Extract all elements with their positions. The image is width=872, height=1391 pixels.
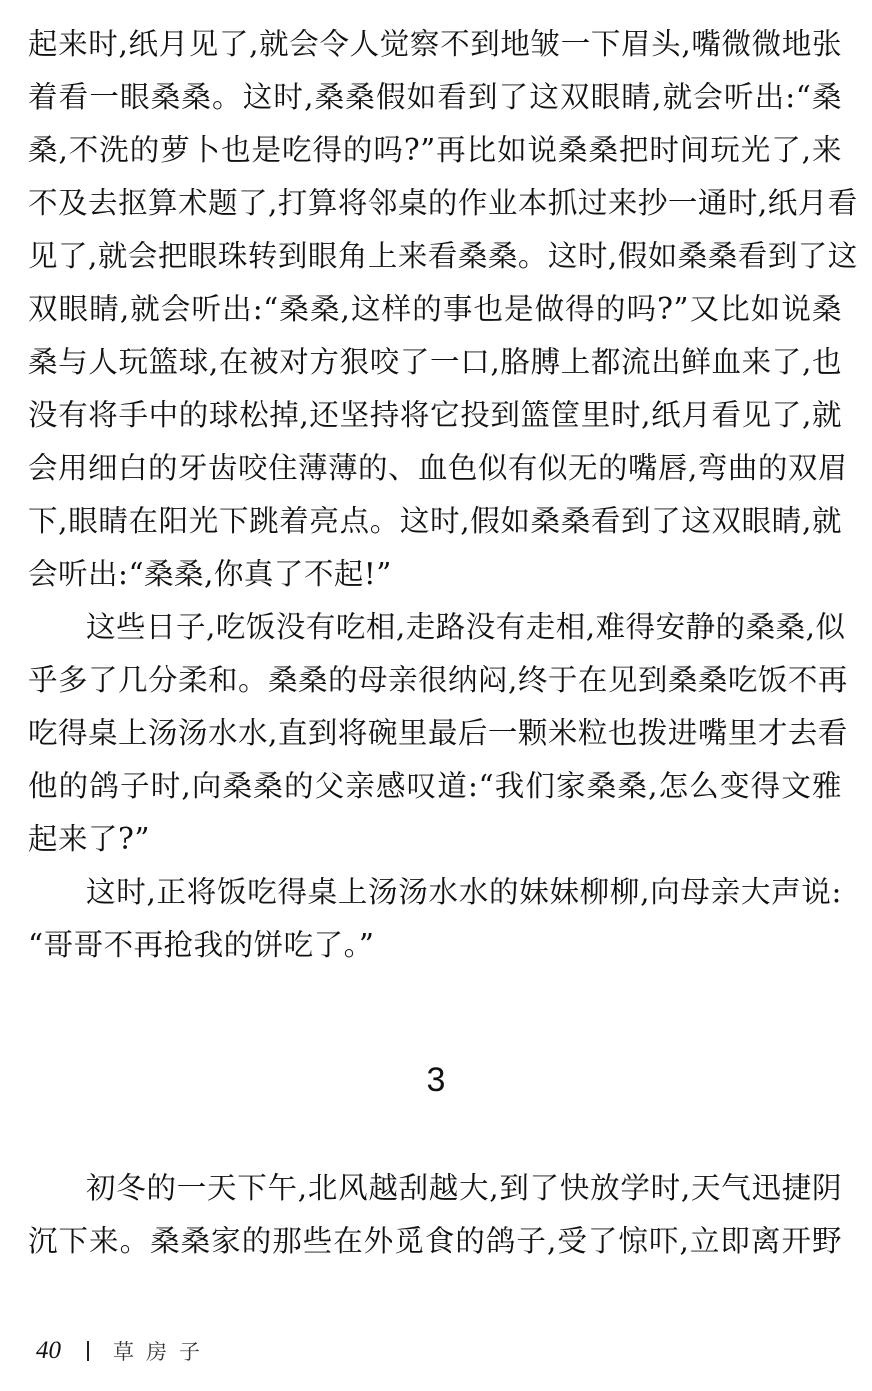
text-line: 起来了?” xyxy=(28,822,150,856)
text-line: 下,眼睛在阳光下跳着亮点。这时,假如桑桑看到了这双眼睛,就 xyxy=(28,504,842,538)
text-line: 不及去抠算术题了,打算将邻桌的作业本抓过来抄一通时,纸月看 xyxy=(28,186,858,220)
footer-divider xyxy=(87,1341,89,1361)
text-line: 桑,不洗的萝卜也是吃得的吗?”再比如说桑桑把时间玩光了,来 xyxy=(28,133,842,167)
text-line: 没有将手中的球松掉,还坚持将它投到篮筐里时,纸月看见了,就 xyxy=(28,398,842,432)
text-line: 乎多了几分柔和。桑桑的母亲很纳闷,终于在见到桑桑吃饭不再 xyxy=(28,663,848,697)
section-heading: 3 xyxy=(426,1061,446,1099)
text-line: “哥哥不再抢我的饼吃了。” xyxy=(28,928,375,962)
book-title: 草房子 xyxy=(113,1340,212,1364)
text-line: 吃得桌上汤汤水水,直到将碗里最后一颗米粒也拨进嘴里才去看 xyxy=(28,716,848,750)
section-body-text xyxy=(28,1162,842,1268)
text-line: 会用细白的牙齿咬住薄薄的、血色似有似无的嘴唇,弯曲的双眉 xyxy=(28,451,848,485)
text-line: 沉下来。桑桑家的那些在外觅食的鸽子,受了惊吓,立即离开野 xyxy=(28,1224,842,1258)
text-line: 他的鸽子时,向桑桑的父亲感叹道:“我们家桑桑,怎么变得文雅 xyxy=(28,769,842,803)
text-line: 见了,就会把眼珠转到眼角上来看桑桑。这时,假如桑桑看到了这 xyxy=(28,239,858,273)
page-number: 40 xyxy=(36,1337,61,1364)
text-line: 桑与人玩篮球,在被对方狠咬了一口,胳膊上都流出鲜血来了,也 xyxy=(28,345,842,379)
text-line: 这时,正将饭吃得桌上汤汤水水的妹妹柳柳,向母亲大声说: xyxy=(86,875,842,909)
text-line: 初冬的一天下午,北风越刮越大,到了快放学时,天气迅捷阴 xyxy=(86,1171,842,1205)
body-text xyxy=(28,18,858,972)
text-line: 这些日子,吃饭没有吃相,走路没有走相,难得安静的桑桑,似 xyxy=(86,610,846,644)
text-line: 起来时,纸月见了,就会令人觉察不到地皱一下眉头,嘴微微地张 xyxy=(28,27,842,61)
page-footer xyxy=(36,1333,212,1369)
text-line: 着看一眼桑桑。这时,桑桑假如看到了这双眼睛,就会听出:“桑 xyxy=(28,80,842,114)
text-line: 双眼睛,就会听出:“桑桑,这样的事也是做得的吗?”又比如说桑 xyxy=(28,292,842,326)
text-line: 会听出:“桑桑,你真了不起!” xyxy=(28,557,392,591)
